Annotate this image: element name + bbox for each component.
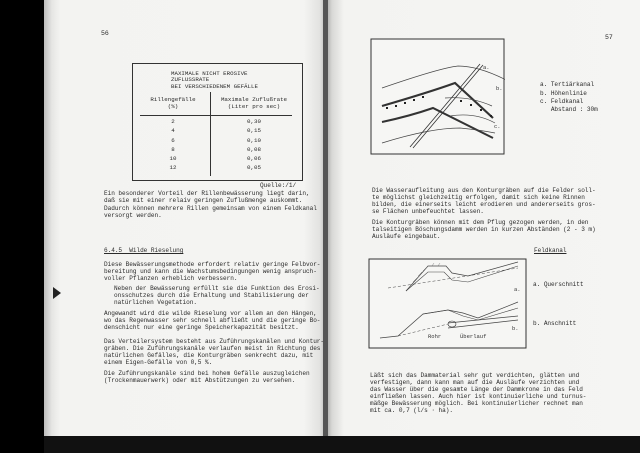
page-bottom-shadow: [44, 436, 640, 453]
book-gutter: [323, 0, 328, 440]
field-channel-figure: [368, 258, 528, 350]
table-column-divider: [210, 92, 211, 176]
table-cell: 8: [171, 145, 175, 153]
figure-label: b.: [496, 85, 503, 92]
table-cell: 0,30: [247, 118, 261, 125]
paragraph: Neben der Bewässerung erfüllt sie die Funktion des Erosi- onsschutzes durch die Erhaltung und Stabilisierung der natürlichen Vegetation.: [114, 285, 320, 306]
page-number-right: 57: [605, 34, 613, 41]
figure-label: b.: [512, 325, 519, 332]
table-header-slope: Rillengefälle (%): [150, 96, 196, 110]
paragraph: Angewandt wird die wilde Rieselung vor allem an den Hängen, wo das Regenwasser sehr schnell abfließt und die geringe Bo- denschicht nur eine geringe Speicherkapazität besitzt.: [104, 310, 321, 331]
figure2-legend-b: b. Anschnitt: [533, 320, 577, 327]
figure-label: Rohr: [428, 333, 442, 340]
figure-label: a.: [514, 286, 521, 293]
figure-label: Überlauf: [460, 333, 487, 340]
figure1-legend: a. Tertiärkanal b. Höhenlinie c. Feldkanal Abstand : 30m: [540, 81, 598, 113]
table-cell: 12: [169, 164, 177, 172]
contour-channel-figure: [370, 38, 505, 156]
table-header-divider: [140, 115, 292, 116]
table-source: Quelle:/1/: [260, 182, 297, 189]
table-cell: 6: [171, 136, 175, 144]
paragraph: Das Verteilersystem besteht aus Zuführungskanälen und Kontur- gräben. Die Zuführungskanäle verlaufen meist in Richtung des natürlichen Gefälles, die Konturgräben senkrecht dazu, mit einem Eigen-Gefälle von 0,5 %.: [104, 338, 325, 366]
table-cell: 0,08: [247, 145, 261, 153]
table-cell: 10: [169, 155, 177, 163]
arrow-marker-icon: [53, 287, 61, 299]
paragraph: Die Konturgräben können mit dem Pflug gezogen werden, in den talseitigen Böschungsdamm werden in kurzen Abständen (2 - 3 m) Ausläufe eingebaut.: [372, 219, 596, 240]
paragraph: Die Zuführungskanäle sind bei hohem Gefälle auszugleichen (Trockenmauerwerk) oder mit Abstützungen zu versehen.: [104, 370, 310, 384]
table-cell: 0,15: [247, 127, 261, 135]
table-column-rate: [212, 117, 296, 173]
paragraph: Ein besonderer Vorteil der Rillenbewässerung liegt darin, daß sie mit einer relaiv geringen Zuflußmenge auskommt.: [104, 190, 310, 204]
table-cell: 0,06: [247, 155, 261, 163]
table-header-rate: Maximale Zuflußrate (Liter pro sec): [220, 96, 288, 110]
table-cell: 0,10: [247, 136, 261, 144]
table-cell: 2: [171, 118, 175, 125]
figure-label: a.: [483, 64, 490, 71]
figure2-caption: Feldkanal: [534, 247, 567, 254]
page-number-left: 56: [101, 30, 109, 37]
table-cell: 0,05: [247, 164, 261, 172]
table-column-slope: [138, 117, 208, 173]
paragraph: Diese Bewässerungsmethode erfordert relativ geringe Felbvor- bereitung und kann die Wachstumsbedingungen wenig anspruch- voller Pflanzen erheblich verbessern.: [104, 261, 321, 282]
section-heading: 6.4.5 Wilde Rieselung: [104, 247, 184, 254]
table-cell: 4: [171, 127, 175, 135]
table-title: MAXIMALE NICHT EROSIVE ZUFLUSSRATE BEI VERSCHIEDENEM GEFÄLLE: [171, 70, 258, 90]
figure-label: c.: [494, 123, 501, 130]
figure2-legend-a: a. Querschnitt: [533, 281, 584, 288]
paragraph: Läßt sich das Dammaterial sehr gut verdichten, glätten und verfestigen, dann kann man auf die Ausläufe verzichten und das Wasser über die gesamte Länge der Dammkrone in das Feld einfließen lassen. Auch hier ist kontinuierliche und turnus- mäßge Bewässerung möglich. Bei kontinuierlicher rechnet man mit ca. 0,7 (l/s · ha).: [370, 372, 587, 414]
paragraph: Die Wasseraufleitung aus den Konturgräben auf die Felder soll- te möglichst gleichzeitig erfolgen, damit sich keine Rinnen bilden, die einerseits leicht erodieren und andererseits gros- se Flächen unbefeuchtet lassen.: [372, 187, 596, 215]
paragraph: Dadurch können mehrere Rillen gemeinsam von einem Feldkanal versorgt werden.: [104, 205, 317, 219]
